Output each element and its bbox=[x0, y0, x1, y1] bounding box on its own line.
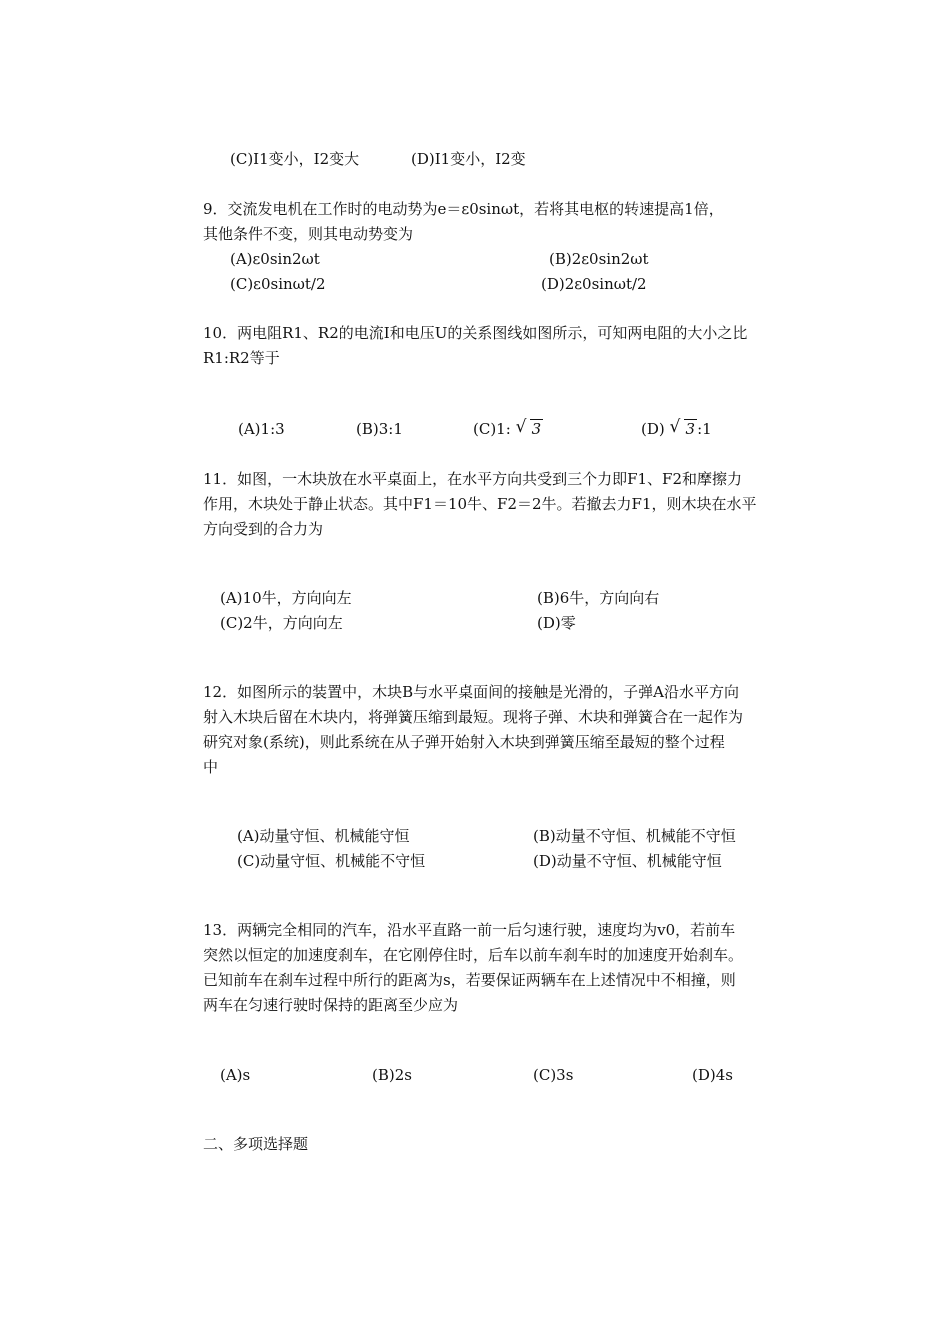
q12-stem-line-2: 射入木块后留在木块内，将弹簧压缩到最短。现将子弹、木块和弹簧合在一起作为 bbox=[203, 708, 744, 726]
section-title: 二、多项选择题 bbox=[203, 1135, 309, 1153]
q9-option-d: (D)2ε0sinωt/2 bbox=[541, 275, 647, 293]
q13-stem-line-2: 突然以恒定的加速度刹车，在它刚停住时，后车以前车刹车时的加速度开始刹车。 bbox=[203, 946, 744, 964]
q10-option-c-prefix: (C)1: bbox=[473, 420, 511, 438]
q9-stem-line-2: 其他条件不变，则其电动势变为 bbox=[203, 225, 414, 243]
q12-stem-line-1: 12．如图所示的装置中，木块B与水平桌面间的接触是光滑的，子弹A沿水平方向 bbox=[203, 683, 739, 701]
q11-stem-line-1: 11．如图，一木块放在水平桌面上，在水平方向共受到三个力即F1、F2和摩擦力 bbox=[203, 470, 742, 488]
radical-sign: √ bbox=[515, 417, 527, 437]
q12-option-a: (A)动量守恒、机械能守恒 bbox=[237, 827, 410, 845]
radical-sign: √ bbox=[669, 417, 681, 437]
q12-option-d: (D)动量不守恒、机械能守恒 bbox=[533, 852, 722, 870]
q12-stem-line-4: 中 bbox=[203, 758, 219, 776]
q11-option-c: (C)2牛，方向向左 bbox=[220, 614, 343, 632]
q13-stem-line-1: 13．两辆完全相同的汽车，沿水平直路一前一后匀速行驶，速度均为v0，若前车 bbox=[203, 921, 736, 939]
q10-option-d-prefix: (D) bbox=[641, 420, 665, 438]
q13-option-c: (C)3s bbox=[533, 1066, 574, 1084]
q9-option-c: (C)ε0sinωt/2 bbox=[230, 275, 326, 293]
q11-stem-line-2: 作用，木块处于静止状态。其中F1＝10牛、F2＝2牛。若撤去力F1，则木块在水平 bbox=[203, 495, 757, 513]
q10-stem-line-2: R1:R2等于 bbox=[203, 349, 280, 367]
sqrt-symbol bbox=[516, 419, 544, 439]
q10-option-c bbox=[473, 419, 543, 439]
radicand: 3 bbox=[685, 420, 696, 438]
q13-option-d: (D)4s bbox=[692, 1066, 733, 1084]
q12-stem-line-3: 研究对象(系统)，则此系统在从子弹开始射入木块到弹簧压缩至最短的整个过程 bbox=[203, 733, 725, 751]
q11-stem-line-3: 方向受到的合力为 bbox=[203, 520, 324, 538]
q11-option-a: (A)10牛，方向向左 bbox=[220, 589, 352, 607]
q13-stem-line-3: 已知前车在刹车过程中所行的距离为s，若要保证两辆车在上述情况中不相撞，则 bbox=[203, 971, 736, 989]
radicand: 3 bbox=[531, 420, 542, 438]
q9-option-a: (A)ε0sin2ωt bbox=[230, 250, 320, 268]
q10-option-b: (B)3:1 bbox=[356, 420, 403, 438]
q12-option-c: (C)动量守恒、机械能不守恒 bbox=[237, 852, 426, 870]
q11-option-b: (B)6牛，方向向右 bbox=[537, 589, 660, 607]
q12-option-b: (B)动量不守恒、机械能不守恒 bbox=[533, 827, 736, 845]
q10-option-a: (A)1:3 bbox=[238, 420, 285, 438]
q8-option-d: (D)I1变小，I2变 bbox=[411, 150, 526, 168]
q13-option-b: (B)2s bbox=[372, 1066, 412, 1084]
q10-option-d bbox=[641, 419, 712, 439]
q13-stem-line-4: 两车在匀速行驶时保持的距离至少应为 bbox=[203, 996, 459, 1014]
q8-option-c: (C)I1变小，I2变大 bbox=[230, 150, 360, 168]
q10-stem-line-1: 10．两电阻R1、R2的电流I和电压U的关系图线如图所示，可知两电阻的大小之比 bbox=[203, 324, 748, 342]
q13-option-a: (A)s bbox=[220, 1066, 251, 1084]
sqrt-symbol bbox=[670, 419, 698, 439]
q11-option-d: (D)零 bbox=[537, 614, 576, 632]
q9-option-b: (B)2ε0sin2ωt bbox=[549, 250, 649, 268]
q10-option-d-suffix: :1 bbox=[697, 420, 712, 438]
q9-stem-line-1: 9．交流发电机在工作时的电动势为e＝ε0sinωt，若将其电枢的转速提高1倍， bbox=[203, 200, 724, 218]
